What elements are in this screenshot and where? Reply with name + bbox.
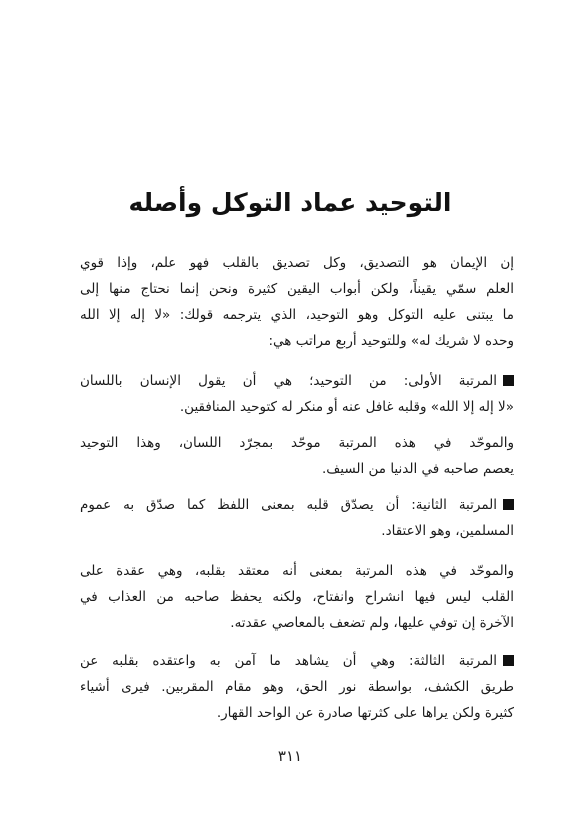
paragraph-rank-two [80, 492, 514, 544]
text-line: المرتبة الأولى: من التوحيد؛ هي أن يقول الإنسان باللسان [80, 373, 497, 389]
text-line: يعصم صاحبه في الدنيا من السيف. [321, 461, 514, 477]
text-line: الآخرة إن توفي عليها، ولم تضعف بالمعاصي عقدته. [230, 615, 514, 631]
square-bullet-icon [503, 375, 514, 386]
text-line: والموحّد في هذه المرتبة بمعنى أنه معتقد بقلبه، وهي عقدة على [80, 563, 514, 579]
paragraph-rank-one [80, 368, 514, 420]
text-line: ما يبتنى عليه التوكل وهو التوحيد، الذي يترجمه قولك: «لا إله إلا الله [80, 307, 514, 323]
square-bullet-icon [503, 655, 514, 666]
text-line: المسلمين، وهو الاعتقاد. [381, 523, 514, 539]
page-number: ٣١١ [277, 747, 303, 765]
square-bullet-icon [503, 499, 514, 510]
text-line: المرتبة الثالثة: وهي أن يشاهد ما آمن به واعتقده بقلبه عن [80, 653, 497, 669]
text-line: وحده لا شريك له» وللتوحيد أربع مراتب هي: [268, 333, 514, 349]
text-line: طريق الكشف، بواسطة نور الحق، وهو مقام المقربين. فيرى أشياء [80, 679, 514, 695]
text-line: إن الإيمان هو التصديق، وكل تصديق بالقلب فهو علم، وإذا قوي [80, 255, 514, 271]
paragraph-rank-two-note [80, 558, 514, 636]
paragraph-intro [80, 250, 514, 354]
text-line-with-marker [80, 368, 514, 394]
paragraph-rank-one-note [80, 430, 514, 482]
text-line: «لا إله إلا الله» وقلبه غافل عنه أو منكر له كتوحيد المنافقين. [179, 399, 514, 415]
text-line: العلم سمّي يقيناً، ولكن أبواب اليقين كثيرة ونحن إنما نحتاج منها إلى [80, 281, 514, 297]
chapter-title: التوحيد عماد التوكل وأصله [128, 187, 452, 217]
paragraph-rank-three [80, 648, 514, 726]
text-line-with-marker [80, 492, 514, 518]
text-line-with-marker [80, 648, 514, 674]
text-line: القلب ليس فيها انشراح وانفتاح، ولكنه يحفظ صاحبه من العذاب في [80, 589, 514, 605]
text-line: المرتبة الثانية: أن يصدّق قلبه بمعنى اللفظ كما صدّق به عموم [80, 497, 497, 513]
text-line: كثيرة ولكن يراها على كثرتها صادرة عن الواحد القهار. [216, 705, 514, 721]
text-line: والموحّد في هذه المرتبة موحّد بمجرّد اللسان، وهذا التوحيد [80, 435, 514, 451]
